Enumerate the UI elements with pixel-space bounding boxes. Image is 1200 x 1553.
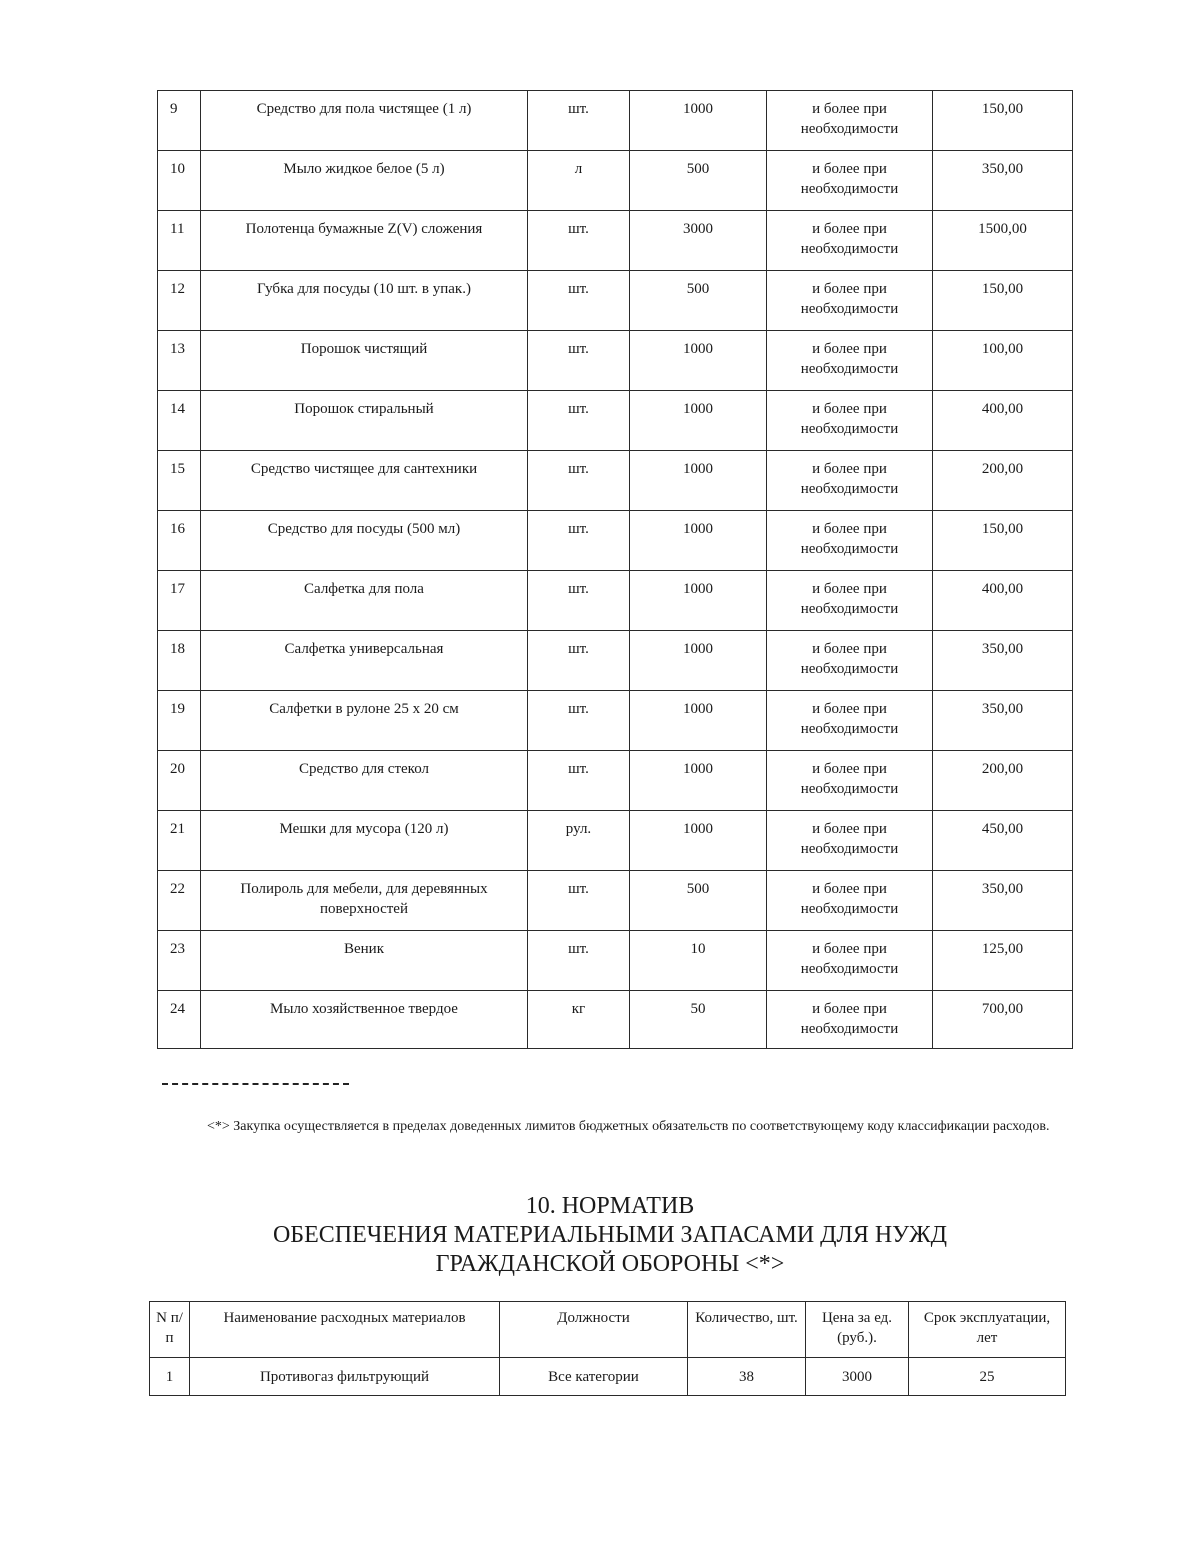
cell-price: 200,00 — [933, 751, 1073, 811]
cell-name: Мыло жидкое белое (5 л) — [201, 151, 528, 211]
section-title — [180, 1192, 1040, 1279]
footnote: <*> Закупка осуществляется в пределах доведенных лимитов бюджетных обязательств по соответствующему коду классификации расходов. — [207, 1119, 1050, 1134]
table-row — [158, 91, 1073, 151]
cell-n: 12 — [158, 271, 201, 331]
cell-price: 3000 — [806, 1358, 909, 1396]
supplies-table — [157, 90, 1073, 1049]
cell-qty: 1000 — [630, 751, 767, 811]
cell-qty: 1000 — [630, 511, 767, 571]
cell-name: Средство для посуды (500 мл) — [201, 511, 528, 571]
table-row — [158, 151, 1073, 211]
cell-note: и более при необходимости — [767, 931, 933, 991]
table-row — [158, 571, 1073, 631]
cell-n: 24 — [158, 991, 201, 1049]
cell-note: и более при необходимости — [767, 331, 933, 391]
cell-unit: шт. — [528, 91, 630, 151]
table-row — [150, 1358, 1066, 1396]
cell-price: 400,00 — [933, 571, 1073, 631]
cell-name: Веник — [201, 931, 528, 991]
footnote-separator — [162, 1083, 349, 1085]
cell-note: и более при необходимости — [767, 211, 933, 271]
cell-unit: шт. — [528, 871, 630, 931]
cell-qty: 500 — [630, 151, 767, 211]
cell-unit: шт. — [528, 931, 630, 991]
cell-price: 350,00 — [933, 631, 1073, 691]
table-row — [158, 871, 1073, 931]
cell-qty: 1000 — [630, 91, 767, 151]
cell-unit: шт. — [528, 751, 630, 811]
cell-unit: кг — [528, 991, 630, 1049]
cell-n: 9 — [158, 91, 201, 151]
cell-name: Мыло хозяйственное твердое — [201, 991, 528, 1049]
cell-qty: 1000 — [630, 571, 767, 631]
table-row — [158, 991, 1073, 1049]
cell-name: Салфетка для пола — [201, 571, 528, 631]
table-row — [158, 271, 1073, 331]
section-title-line1: 10. НОРМАТИВ — [525, 1193, 695, 1219]
cell-unit: шт. — [528, 511, 630, 571]
cell-note: и более при необходимости — [767, 631, 933, 691]
cell-qty: 500 — [630, 871, 767, 931]
cell-note: и более при необходимости — [767, 751, 933, 811]
cell-note: и более при необходимости — [767, 511, 933, 571]
cell-n: 19 — [158, 691, 201, 751]
cell-n: 22 — [158, 871, 201, 931]
cell-name: Полироль для мебели, для деревянных поверхностей — [201, 871, 528, 931]
table-row — [158, 211, 1073, 271]
cell-n: 17 — [158, 571, 201, 631]
cell-qty: 10 — [630, 931, 767, 991]
cell-price: 350,00 — [933, 691, 1073, 751]
table-row — [158, 931, 1073, 991]
cell-price: 1500,00 — [933, 211, 1073, 271]
cell-name: Мешки для мусора (120 л) — [201, 811, 528, 871]
cell-price: 125,00 — [933, 931, 1073, 991]
table-row — [158, 811, 1073, 871]
cell-price: 100,00 — [933, 331, 1073, 391]
cell-qty: 1000 — [630, 391, 767, 451]
cell-unit: шт. — [528, 211, 630, 271]
cell-note: и более при необходимости — [767, 571, 933, 631]
table-row — [158, 451, 1073, 511]
cell-price: 700,00 — [933, 991, 1073, 1049]
cell-name: Губка для посуды (10 шт. в упак.) — [201, 271, 528, 331]
table-row — [158, 511, 1073, 571]
cell-qty: 1000 — [630, 331, 767, 391]
cell-note: и более при необходимости — [767, 151, 933, 211]
cell-n: 10 — [158, 151, 201, 211]
cell-name: Полотенца бумажные Z(V) сложения — [201, 211, 528, 271]
cell-unit: шт. — [528, 391, 630, 451]
cell-unit: шт. — [528, 451, 630, 511]
cell-name: Противогаз фильтрующий — [190, 1358, 500, 1396]
table-row — [158, 631, 1073, 691]
cell-n: 15 — [158, 451, 201, 511]
cell-price: 150,00 — [933, 511, 1073, 571]
cell-price: 400,00 — [933, 391, 1073, 451]
cell-name: Салфетки в рулоне 25 х 20 см — [201, 691, 528, 751]
cell-n: 14 — [158, 391, 201, 451]
cell-position: Все категории — [500, 1358, 688, 1396]
cell-unit: шт. — [528, 631, 630, 691]
cell-qty: 1000 — [630, 691, 767, 751]
cell-unit: шт. — [528, 691, 630, 751]
cell-n: 13 — [158, 331, 201, 391]
section-title-line2: ОБЕСПЕЧЕНИЯ МАТЕРИАЛЬНЫМИ ЗАПАСАМИ ДЛЯ НУЖД — [272, 1222, 948, 1248]
cell-name: Салфетка универсальная — [201, 631, 528, 691]
civil-defense-table — [149, 1301, 1066, 1396]
header-n: N п/п — [150, 1302, 190, 1358]
cell-price: 450,00 — [933, 811, 1073, 871]
header-price: Цена за ед. (руб.). — [806, 1302, 909, 1358]
cell-note: и более при необходимости — [767, 91, 933, 151]
cell-unit: шт. — [528, 571, 630, 631]
cell-qty: 1000 — [630, 451, 767, 511]
cell-unit: рул. — [528, 811, 630, 871]
cell-name: Средство для стекол — [201, 751, 528, 811]
section-title-line3: ГРАЖДАНСКОЙ ОБОРОНЫ <*> — [435, 1251, 785, 1277]
cell-note: и более при необходимости — [767, 871, 933, 931]
header-position: Должности — [500, 1302, 688, 1358]
cell-unit: л — [528, 151, 630, 211]
header-name: Наименование расходных материалов — [190, 1302, 500, 1358]
cell-n: 23 — [158, 931, 201, 991]
cell-n: 1 — [150, 1358, 190, 1396]
header-term: Срок эксплуатации, лет — [909, 1302, 1066, 1358]
table-row — [158, 331, 1073, 391]
cell-note: и более при необходимости — [767, 811, 933, 871]
cell-n: 18 — [158, 631, 201, 691]
cell-qty: 1000 — [630, 811, 767, 871]
cell-name: Средство для пола чистящее (1 л) — [201, 91, 528, 151]
cell-n: 20 — [158, 751, 201, 811]
cell-price: 350,00 — [933, 151, 1073, 211]
cell-n: 21 — [158, 811, 201, 871]
table-row — [158, 751, 1073, 811]
cell-name: Порошок чистящий — [201, 331, 528, 391]
table-row — [158, 691, 1073, 751]
cell-price: 200,00 — [933, 451, 1073, 511]
cell-qty: 50 — [630, 991, 767, 1049]
cell-name: Порошок стиральный — [201, 391, 528, 451]
cell-n: 16 — [158, 511, 201, 571]
cell-qty: 1000 — [630, 631, 767, 691]
cell-price: 150,00 — [933, 91, 1073, 151]
cell-price: 150,00 — [933, 271, 1073, 331]
cell-note: и более при необходимости — [767, 991, 933, 1049]
cell-unit: шт. — [528, 271, 630, 331]
table-header-row — [150, 1302, 1066, 1358]
table-row — [158, 391, 1073, 451]
cell-note: и более при необходимости — [767, 691, 933, 751]
cell-unit: шт. — [528, 331, 630, 391]
cell-note: и более при необходимости — [767, 391, 933, 451]
cell-qty: 500 — [630, 271, 767, 331]
cell-n: 11 — [158, 211, 201, 271]
cell-price: 350,00 — [933, 871, 1073, 931]
cell-note: и более при необходимости — [767, 451, 933, 511]
cell-name: Средство чистящее для сантехники — [201, 451, 528, 511]
cell-qty: 38 — [688, 1358, 806, 1396]
cell-term: 25 — [909, 1358, 1066, 1396]
cell-qty: 3000 — [630, 211, 767, 271]
header-qty: Количество, шт. — [688, 1302, 806, 1358]
cell-note: и более при необходимости — [767, 271, 933, 331]
